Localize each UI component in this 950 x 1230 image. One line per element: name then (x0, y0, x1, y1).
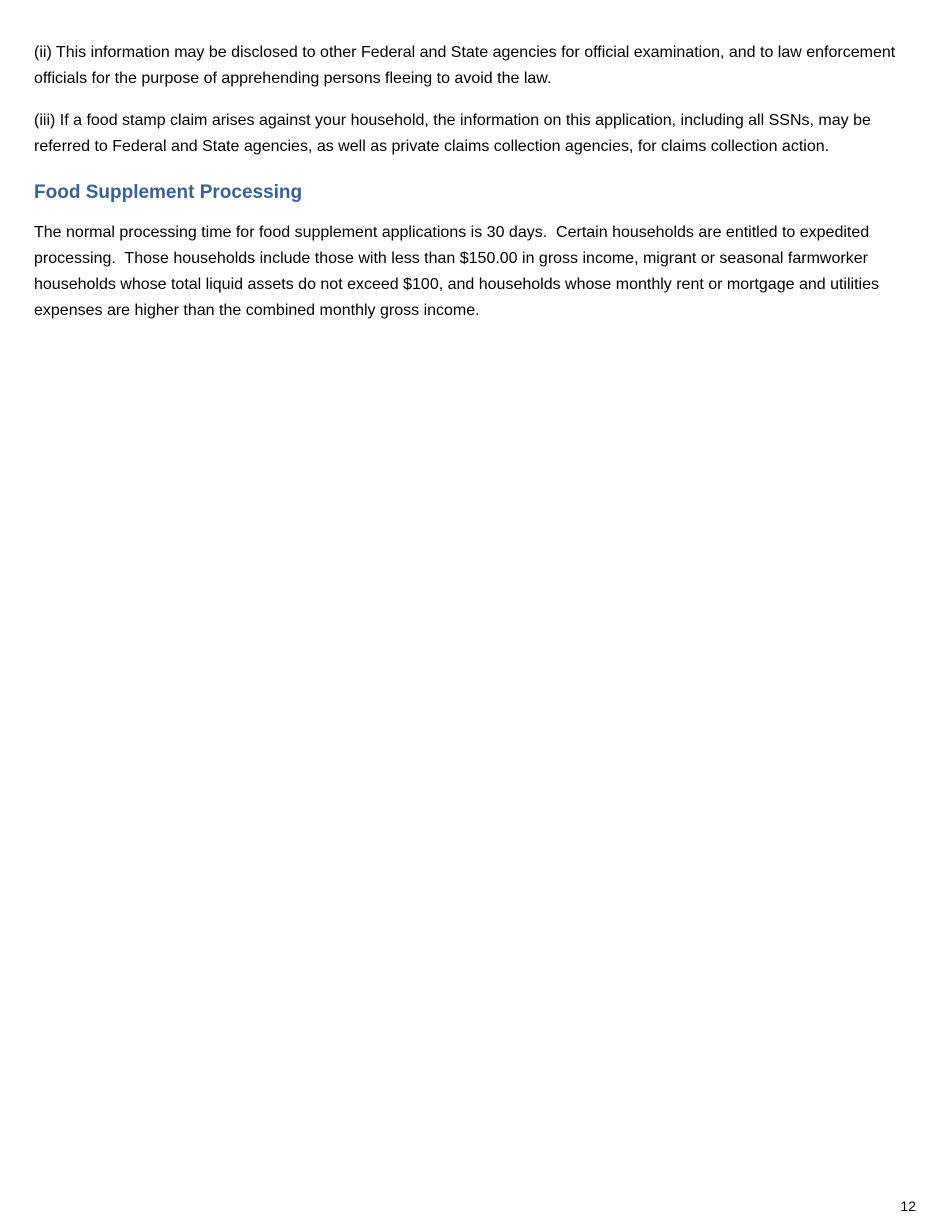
section-heading: Food Supplement Processing (34, 182, 303, 203)
paragraph-iii: (iii) If a food stamp claim arises against your household, the information on this application, including all SSNs, may be referred to Federal and State agencies, as well as private claims collection agencies, for claims collection action. (34, 112, 876, 155)
paragraph-ii: (ii) This information may be disclosed to other Federal and State agencies for official examination, and to law enforcement officials for the purpose of apprehending persons fleeing to avoid the law. (34, 44, 900, 87)
section-body-paragraph: The normal processing time for food supplement applications is 30 days. Certain households are entitled to expedited processing. Those households include those with less than $150.00 in gross income, migrant or seasonal farmworker households whose total liquid assets do not exceed $100, and households whose monthly rent or mortgage and utilities expenses are higher than the combined monthly gross income. (34, 224, 884, 319)
page-number: 12 (900, 1198, 916, 1214)
document-page (34, 40, 912, 340)
